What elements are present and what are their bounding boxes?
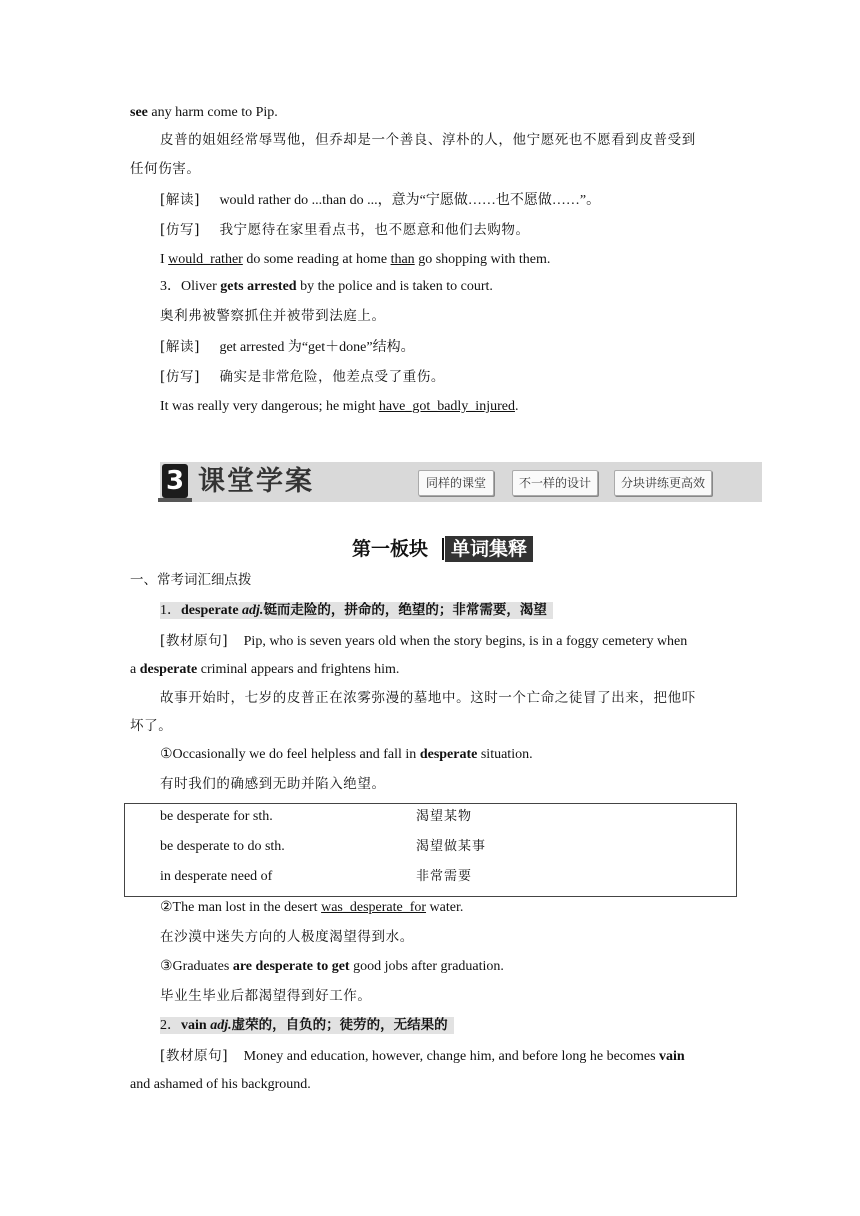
section-heading-left: 第一板块: [352, 538, 429, 560]
banner-tag-same-class: 同样的课堂: [418, 470, 494, 496]
chinese-translation: 毕业生毕业后都渴望得到好工作。: [160, 988, 372, 1004]
text: criminal appears and frightens him.: [197, 662, 400, 677]
chinese-translation: 皮普的姐姐经常辱骂他，但乔却是一个善良、淳朴的人，他宁愿死也不愿看到皮普受到: [160, 132, 696, 148]
fangxie-tag: [仿写]: [160, 369, 200, 385]
meaning: 铤而走险的，拼命的，绝望的；非常需要，渴望: [263, 602, 547, 618]
phrase-cn: 渴望某物: [416, 809, 473, 824]
example-1: [160, 745, 533, 765]
chinese-translation: 有时我们的确感到无助并陷入绝望。: [160, 776, 386, 792]
part-of-speech: adj.: [210, 1018, 232, 1033]
answer-blank: than: [390, 252, 415, 267]
bold-text: desperate: [419, 747, 478, 762]
subheading: 一、常考词汇细点拨: [130, 572, 252, 588]
jiedu-note: [160, 337, 415, 358]
text: I: [160, 252, 169, 267]
text-line: [130, 103, 278, 123]
meaning: 虚荣的，自负的；徒劳的，无结果的: [231, 1017, 448, 1033]
phrase-en: be desperate for sth.: [160, 809, 273, 824]
fangxie-text: 确实是非常危险，他差点受了重伤。: [219, 369, 446, 385]
word-entry-heading: [160, 1015, 454, 1036]
yuanju-tag: [教材原句]: [160, 1048, 229, 1064]
example-3: [160, 957, 504, 977]
answer-line: [160, 250, 550, 270]
headword: desperate: [181, 603, 239, 618]
word-entry-highlight: [160, 1017, 454, 1034]
chinese-translation: 坏了。: [130, 718, 173, 734]
text: a: [130, 662, 140, 677]
text: good jobs after graduation.: [349, 959, 504, 974]
text-line: [130, 660, 399, 680]
section-heading-right: 单词集释: [445, 536, 533, 562]
lesson-banner: [160, 462, 762, 502]
entry-number: 1．: [160, 603, 181, 618]
entry-number: 2．: [160, 1018, 181, 1033]
text-line: and ashamed of his background.: [130, 1077, 311, 1092]
text: Money and education, however, change him, and before long he becomes: [243, 1049, 660, 1064]
text: do some reading at home: [242, 252, 391, 267]
banner-number: 3: [162, 464, 188, 498]
phrase-en: in desperate need of: [160, 869, 273, 884]
sentence-3: [160, 277, 493, 297]
chinese-translation: 奥利弗被警察抓住并被带到法庭上。: [160, 308, 386, 324]
jiedu-text: get arrested 为“get＋done”结构。: [219, 340, 415, 355]
bold-text: desperate: [139, 662, 198, 677]
banner-title: 课堂学案: [198, 466, 314, 497]
jiedu-note: [160, 190, 600, 211]
jiedu-tag: [解读]: [160, 192, 200, 208]
chinese-translation: 任何伤害。: [130, 161, 201, 177]
jiedu-tag: [解读]: [160, 339, 200, 355]
fangxie-note: [160, 220, 530, 241]
fangxie-tag: [仿写]: [160, 222, 200, 238]
textbook-sentence: [160, 1046, 685, 1067]
answer-line: [160, 397, 518, 417]
phrase-en: be desperate to do sth.: [160, 839, 285, 854]
phrase-table: [124, 803, 737, 897]
fangxie-note: [160, 367, 445, 388]
headword: vain: [181, 1018, 207, 1033]
phrase-cn: 非常需要: [416, 869, 473, 884]
answer-blank: would_rather: [168, 252, 243, 267]
word-entry-heading: [160, 600, 553, 621]
answer-blank: was_desperate_for: [321, 900, 427, 915]
example-2: [160, 898, 463, 918]
text: situation.: [477, 747, 533, 762]
yuanju-tag: [教材原句]: [160, 633, 229, 649]
chinese-translation: 在沙漠中迷失方向的人极度渴望得到水。: [160, 929, 414, 945]
answer-blank: have_got_badly_injured: [378, 399, 515, 414]
word-entry-highlight: [160, 602, 553, 619]
bold-text: vain: [659, 1049, 685, 1064]
text: ①Occasionally we do feel helpless and fall in: [160, 747, 420, 762]
text: go shopping with them.: [414, 252, 551, 267]
banner-tag-efficient-practice: 分块讲练更高效: [614, 470, 712, 496]
text: Pip, who is seven years old when the story begins, is in a foggy cemetery when: [243, 634, 688, 649]
text: any harm come to Pip.: [147, 105, 278, 120]
bold-text: are desperate to get: [232, 959, 350, 974]
text: It was really very dangerous; he might: [160, 399, 379, 414]
phrase-cn: 渴望做某事: [416, 839, 487, 854]
text: by the police and is taken to court.: [296, 279, 493, 294]
text: ③Graduates: [160, 959, 233, 974]
text: ②The man lost in the desert: [160, 900, 322, 915]
banner-tag-different-design: 不一样的设计: [512, 470, 598, 496]
text: 3．Oliver: [160, 279, 221, 294]
bold-text: see: [130, 105, 148, 120]
part-of-speech: adj.: [242, 603, 264, 618]
fangxie-text: 我宁愿待在家里看点书，也不愿意和他们去购物。: [219, 222, 530, 238]
text: water.: [426, 900, 464, 915]
section-divider: [442, 538, 444, 560]
jiedu-text: would rather do ...than do ...，意为“宁愿做……也不愿做……”。: [219, 193, 601, 208]
text: .: [514, 399, 519, 414]
bold-text: gets arrested: [220, 279, 297, 294]
textbook-sentence: [160, 631, 687, 652]
chinese-translation: 故事开始时，七岁的皮普正在浓雾弥漫的墓地中。这时一个亡命之徒冒了出来，把他吓: [160, 690, 696, 706]
